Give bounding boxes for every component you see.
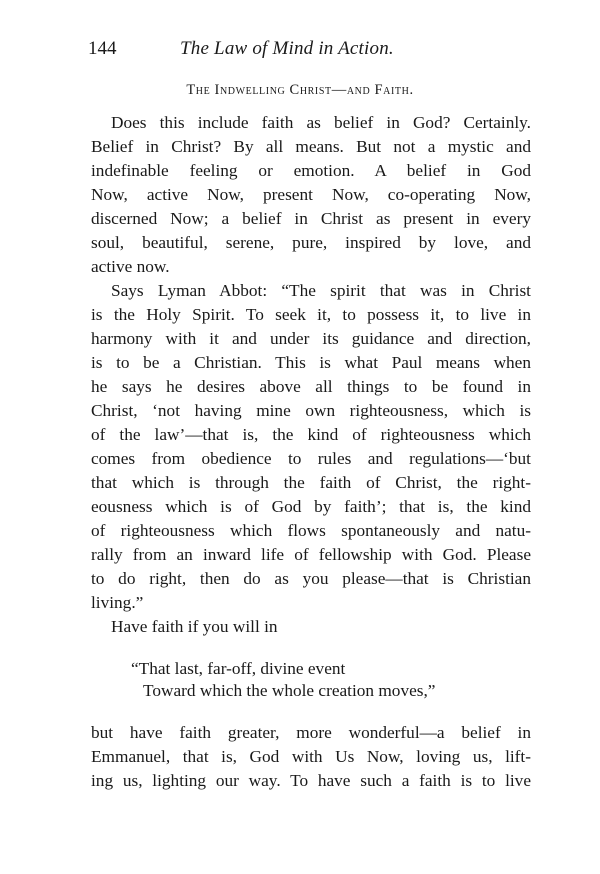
text-line: comes from obedience to rules and regulations—‘but (91, 449, 531, 468)
text-line: ing us, lighting our way. To have such a faith is to live (91, 771, 531, 790)
text-line: is to be a Christian. This is what Paul means when (91, 353, 531, 372)
text-line: Christ, ‘not having mine own righteousness, which is (91, 401, 531, 420)
text-line: to do right, then do as you please—that is Christian (91, 569, 531, 588)
text-line: is the Holy Spirit. To seek it, to possess it, to live in (91, 305, 531, 324)
text-line: of the law’—that is, the kind of righteousness which (91, 425, 531, 444)
text-line: Emmanuel, that is, God with Us Now, loving us, lift- (91, 747, 531, 766)
text-line: harmony with it and under its guidance and direction, (91, 329, 531, 348)
text-line: that which is through the faith of Christ, the right- (91, 473, 531, 492)
text-line: eousness which is of God by faith’; that is, the kind (91, 497, 531, 516)
text-line: Have faith if you will in (111, 617, 278, 636)
text-line: Now, active Now, present Now, co-operating Now, (91, 185, 531, 204)
text-line: indefinable feeling or emotion. A belief in God (91, 161, 531, 180)
text-line: but have faith greater, more wonderful—a belief in (91, 723, 531, 742)
text-line: Does this include faith as belief in God? Certainly. (111, 113, 531, 132)
text-line: active now. (91, 257, 170, 276)
page-number: 144 (88, 38, 117, 59)
text-line: rally from an inward life of fellowship with God. Please (91, 545, 531, 564)
text-line: he says he desires above all things to be found in (91, 377, 531, 396)
text-line: soul, beautiful, serene, pure, inspired by love, and (91, 233, 531, 252)
running-head (88, 38, 528, 64)
text-line: Says Lyman Abbot: “The spirit that was in Christ (111, 281, 531, 300)
verse-line: “That last, far-off, divine event (131, 659, 346, 678)
text-line: discerned Now; a belief in Christ as present in every (91, 209, 531, 228)
text-line: Belief in Christ? By all means. But not a mystic and (91, 137, 531, 156)
text-line: of righteousness which flows spontaneously and natu- (91, 521, 531, 540)
verse-line: Toward which the whole creation moves,” (143, 681, 436, 700)
text-line: living.” (91, 593, 144, 612)
running-title: The Law of Mind in Action. (180, 38, 394, 59)
section-title: The Indwelling Christ—and Faith. (186, 82, 414, 98)
